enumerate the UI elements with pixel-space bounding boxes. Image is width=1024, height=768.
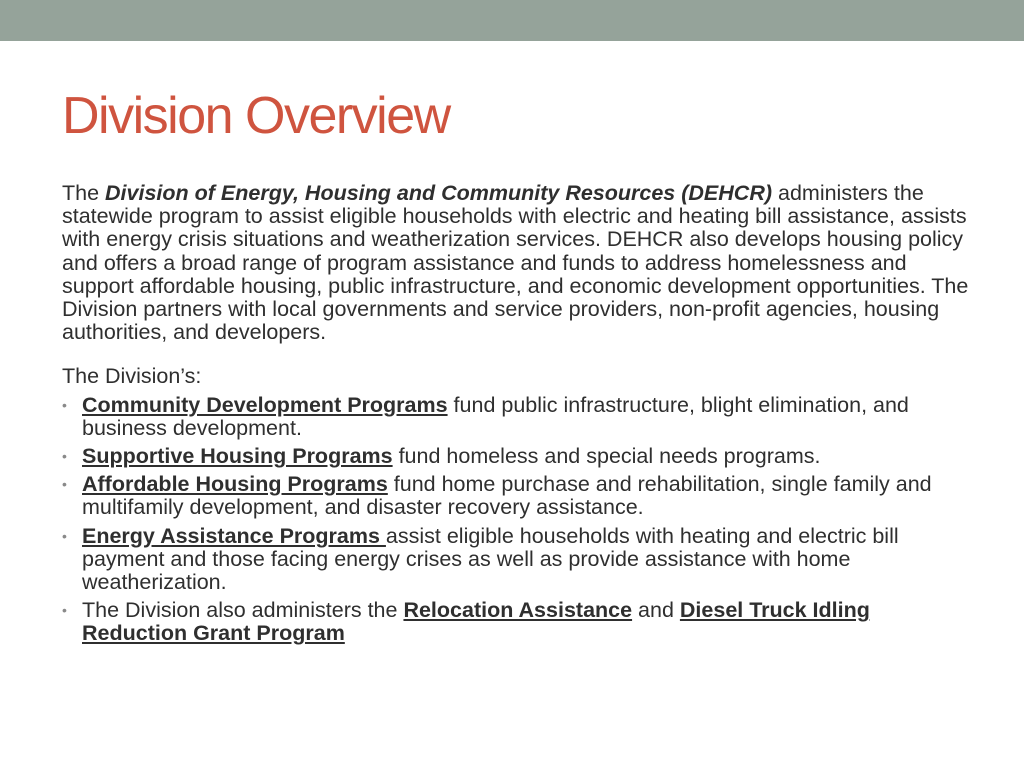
energy-assistance-link[interactable]: Energy Assistance Programs <box>82 523 386 548</box>
list-item <box>62 525 972 595</box>
program-list <box>62 394 972 646</box>
list-item <box>62 445 972 468</box>
list-item-conjunction: and <box>632 598 680 623</box>
community-development-link[interactable]: Community Development Programs <box>82 392 448 417</box>
bullet-icon: • <box>62 602 67 619</box>
divisions-lead: The Division’s: <box>62 364 202 389</box>
intro-prefix: The <box>62 181 106 205</box>
list-item-text: fund homeless and special needs programs. <box>392 444 821 469</box>
intro-paragraph <box>62 182 972 344</box>
bullet-icon: • <box>62 396 67 413</box>
supportive-housing-link[interactable]: Supportive Housing Programs <box>82 444 393 469</box>
relocation-assistance-link[interactable]: Relocation Assistance <box>403 598 633 623</box>
list-item-text: assist eligible households with heating and electric bill payment and those facing energy crises as well as provide assistance with home weatherization. <box>82 523 899 595</box>
bullet-icon: • <box>62 448 67 465</box>
organization-name: Division of Energy, Housing and Community Resources (DEHCR) <box>105 181 773 205</box>
bullet-icon: • <box>62 527 67 544</box>
list-item-text: fund public infrastructure, blight elimination, and business development. <box>82 392 909 440</box>
list-item-text: fund home purchase and rehabilitation, single family and multifamily development, and disaster recovery assistance. <box>82 472 932 520</box>
top-banner <box>0 0 1024 41</box>
list-item <box>62 599 972 645</box>
intro-body: administers the statewide program to assist eligible households with electric and heating bill assistance, assists with energy crisis situations and weatherization services. DEHCR also develops housing policy and offers a broad range of program assistance and funds to address homelessness and support affordable housing, public infrastructure, and economic development opportunities. The Division partners with local governments and service providers, non-profit agencies, housing authorities, and developers. <box>62 181 969 345</box>
diesel-truck-grant-link[interactable]: Diesel Truck Idling Reduction Grant Program <box>82 598 870 646</box>
list-item <box>62 473 972 519</box>
page-title: Division Overview <box>62 87 450 145</box>
affordable-housing-link[interactable]: Affordable Housing Programs <box>82 472 388 497</box>
slide-content <box>62 182 972 651</box>
list-item-prefix: The Division also administers the <box>82 598 404 623</box>
bullet-icon: • <box>62 476 67 493</box>
list-item <box>62 394 972 440</box>
